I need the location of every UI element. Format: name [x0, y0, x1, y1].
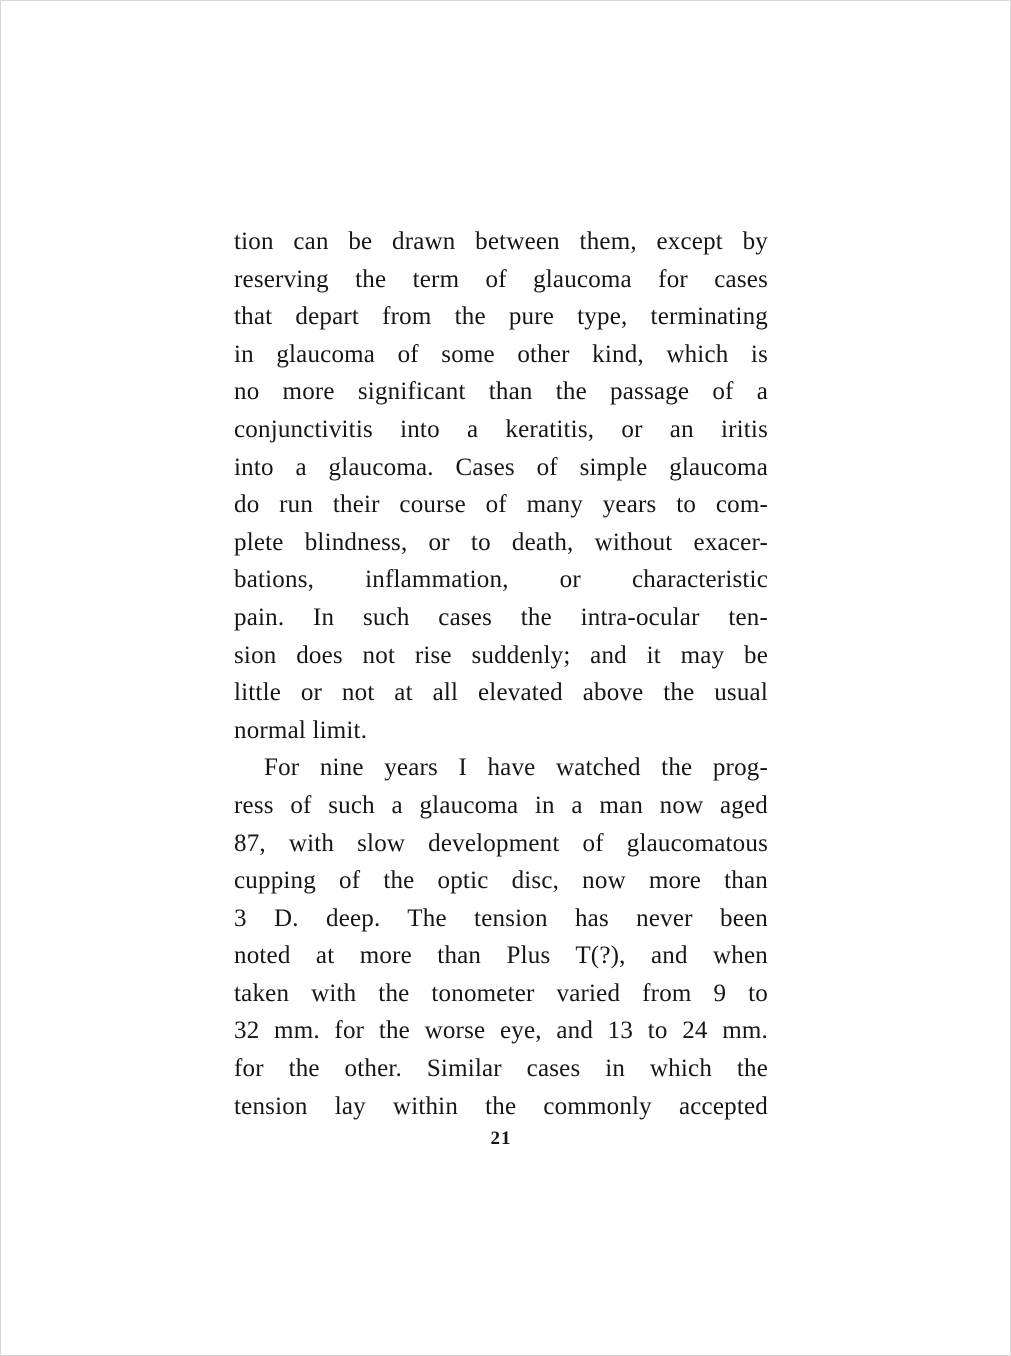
text-line: plete blindness, or to death, without exacer-: [234, 528, 768, 556]
text-line: normal limit.: [234, 716, 368, 744]
text-line: ress of such a glaucoma in a man now aged: [234, 791, 768, 819]
text-block: [234, 223, 768, 1125]
text-line: tension lay within the commonly accepted: [234, 1092, 768, 1120]
text-line: For nine years I have watched the prog-: [264, 754, 768, 782]
text-line: do run their course of many years to com-: [234, 491, 768, 519]
text-line: in glaucoma of some other kind, which is: [234, 340, 768, 368]
text-line: 3 D. deep. The tension has never been: [234, 904, 768, 932]
text-line: 87, with slow development of glaucomatous: [234, 829, 768, 857]
text-line: tion can be drawn between them, except by: [234, 228, 768, 255]
text-line: little or not at all elevated above the usual: [234, 679, 768, 707]
text-line: noted at more than Plus T(?), and when: [234, 942, 768, 970]
text-line: reserving the term of glaucoma for cases: [234, 265, 768, 293]
text-line: 32 mm. for the worse eye, and 13 to 24 mm.: [234, 1017, 768, 1045]
text-line: sion does not rise suddenly; and it may be: [234, 641, 768, 669]
text-line: for the other. Similar cases in which the: [234, 1055, 768, 1083]
text-line: cupping of the optic disc, now more than: [234, 867, 768, 895]
text-line: that depart from the pure type, terminating: [234, 303, 768, 331]
text-line: conjunctivitis into a keratitis, or an iritis: [234, 415, 768, 443]
text-line: into a glaucoma. Cases of simple glaucoma: [234, 453, 768, 481]
text-line: pain. In such cases the intra-ocular ten-: [234, 603, 768, 631]
text-line: bations, inflammation, or characteristic: [234, 566, 768, 594]
text-line: taken with the tonometer varied from 9 to: [234, 979, 768, 1007]
page-number: 21: [490, 1128, 512, 1149]
text-line: no more significant than the passage of a: [234, 378, 768, 406]
